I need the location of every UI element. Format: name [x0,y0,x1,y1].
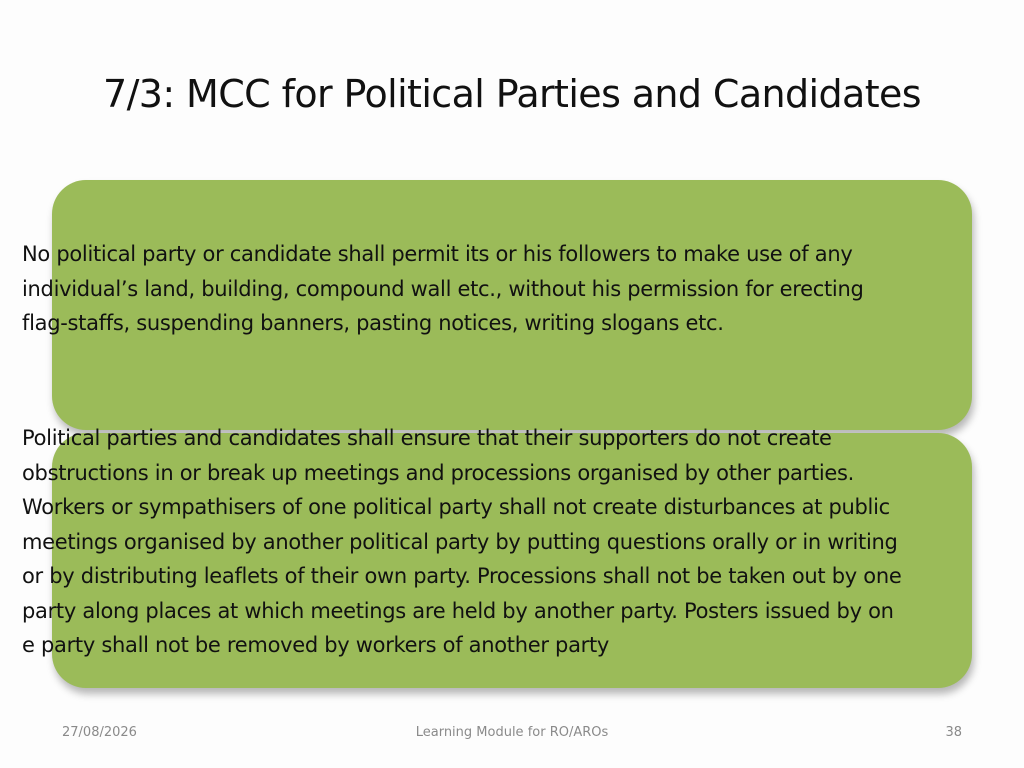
content-box-1-text: No political party or candidate shall permit its or his followers to make use of any individual’s land, building, compound wall etc., without his permission for erecting flag-staffs, suspending banners, pasting notices, writing slogans etc. [22,242,864,335]
content-box-2-text: Political parties and candidates shall ensure that their supporters do not create obstructions in or break up meetings and processions organised by other parties. Workers or sympathisers of one political party shall not create disturbances at public meetings organised by another political party by putting questions orally or in writing or by distributing leaflets of their own party. Processions shall not be taken out by one party along places at which meetings are held by another party. Posters issued by on e party shall not be removed by workers of another party [22,426,902,657]
footer-date: 27/08/2026 [62,725,137,740]
slide-title: 7/3: MCC for Political Parties and Candidates [103,72,921,116]
page-number: 38 [945,725,962,740]
footer-title: Learning Module for RO/AROs [415,725,609,740]
